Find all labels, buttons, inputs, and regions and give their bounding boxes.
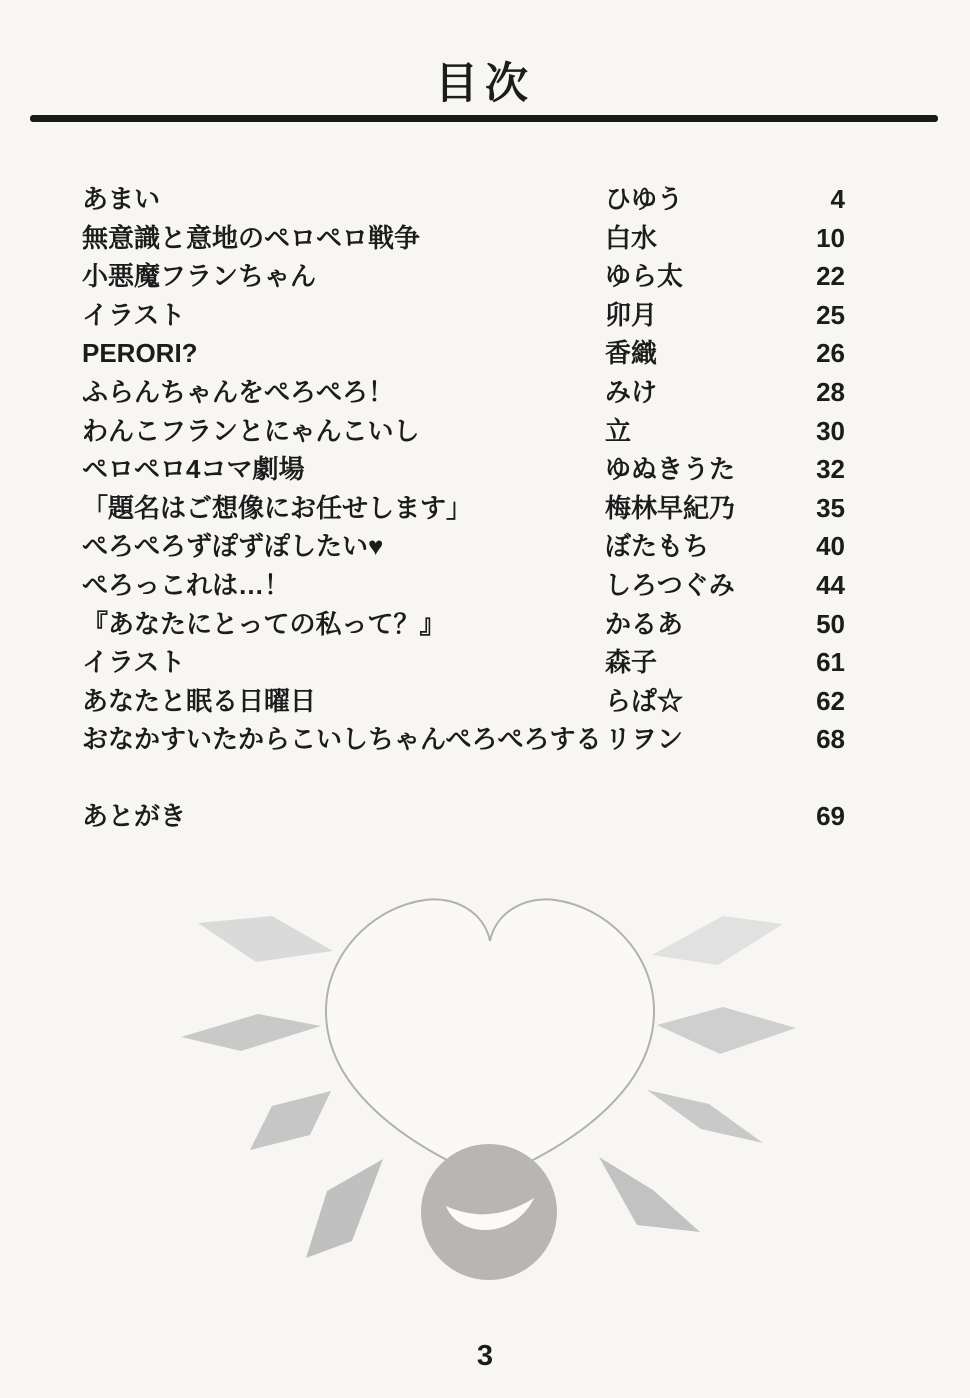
entry-author: リヲン — [605, 724, 684, 755]
entry-title: あなたと眠る日曜日 — [82, 685, 317, 716]
diamond-ray-icon — [652, 916, 783, 965]
entry-author: 立 — [605, 415, 632, 446]
eye-circle-icon — [421, 1144, 557, 1280]
entry-page: 35 — [816, 492, 845, 523]
entry-page: 28 — [816, 376, 845, 407]
entry-author: らぱ☆ — [605, 685, 684, 716]
entry-title: ふらんちゃんをぺろぺろ！ — [82, 376, 395, 407]
toc-row — [82, 180, 845, 219]
afterword-page: 69 — [816, 801, 845, 831]
entry-page: 61 — [816, 647, 845, 678]
entry-title: イラスト — [82, 299, 186, 330]
third-eye-heart-graphic — [0, 880, 970, 1398]
entry-author: ゆら太 — [605, 261, 684, 292]
toc-row — [82, 334, 845, 373]
title-divider — [30, 115, 938, 122]
entry-author: ひゆう — [605, 184, 684, 214]
toc-row — [82, 527, 845, 566]
footer-page-number: 3 — [476, 1340, 494, 1372]
afterword-row — [82, 797, 845, 837]
entry-page: 50 — [816, 608, 845, 639]
toc-row — [82, 720, 845, 759]
entry-title: ぺろぺろずぽずぽしたい♥ — [82, 531, 384, 562]
entry-page: 30 — [816, 415, 845, 446]
entry-page: 68 — [816, 724, 845, 755]
entry-title: イラスト — [82, 647, 186, 678]
toc-row — [82, 373, 845, 412]
entry-page: 4 — [830, 184, 845, 214]
afterword-title: あとがき — [82, 801, 187, 831]
toc-row — [82, 219, 845, 258]
entry-page: 32 — [816, 454, 845, 485]
entry-page: 25 — [816, 299, 845, 330]
entry-title: ペロペロ4コマ劇場 — [82, 454, 305, 485]
toc-row — [82, 257, 845, 296]
heart-icon — [326, 899, 654, 1180]
entry-title: わんこフランとにゃんこいし — [82, 415, 420, 446]
toc-row — [82, 682, 845, 721]
diamond-ray-icon — [657, 1007, 796, 1054]
entry-author: かるあ — [605, 608, 684, 639]
entry-author: 香織 — [605, 338, 658, 369]
entry-page: 62 — [816, 685, 845, 716]
toc-row — [82, 643, 845, 682]
entry-author: ゆぬきうた — [605, 454, 736, 485]
diamond-ray-icon — [250, 1091, 331, 1150]
entry-title: あまい — [82, 184, 161, 214]
entry-title: おなかすいたからこいしちゃんぺろぺろする — [82, 724, 602, 755]
entry-author: 白水 — [605, 222, 658, 253]
diamond-ray-icon — [599, 1157, 700, 1232]
entry-title: 小悪魔フランちゃん — [82, 261, 317, 292]
entry-page: 10 — [816, 222, 845, 253]
entry-title: 「題名はご想像にお任せします」 — [82, 492, 473, 523]
entry-page: 40 — [816, 531, 845, 562]
toc-row — [82, 605, 845, 644]
diamond-ray-icon — [647, 1090, 763, 1143]
entry-title: PERORI? — [82, 338, 198, 369]
diamond-ray-icon — [198, 916, 333, 962]
entry-page: 44 — [816, 569, 845, 600]
entry-title: 無意識と意地のペロペロ戦争 — [82, 222, 421, 253]
toc-row — [82, 489, 845, 528]
diamond-ray-icon — [181, 1014, 321, 1051]
entry-author: しろつぐみ — [605, 569, 735, 600]
entry-author: ぼたもち — [605, 531, 710, 562]
entry-page: 22 — [816, 261, 845, 292]
page-title: 目次 — [435, 60, 535, 108]
diamond-ray-icon — [306, 1159, 383, 1258]
entry-title: 『あなたにとっての私って？』 — [82, 608, 446, 639]
entry-page: 26 — [816, 338, 845, 369]
entry-author: 梅林早紀乃 — [605, 492, 736, 523]
entry-author: みけ — [605, 376, 658, 407]
toc-row — [82, 450, 845, 489]
toc-row — [82, 566, 845, 605]
toc-row — [82, 296, 845, 335]
entry-author: 卯月 — [605, 299, 658, 330]
toc-list — [82, 180, 845, 759]
entry-author: 森子 — [605, 647, 658, 678]
toc-row — [82, 412, 845, 451]
entry-title: ぺろっこれは…！ — [82, 569, 291, 600]
